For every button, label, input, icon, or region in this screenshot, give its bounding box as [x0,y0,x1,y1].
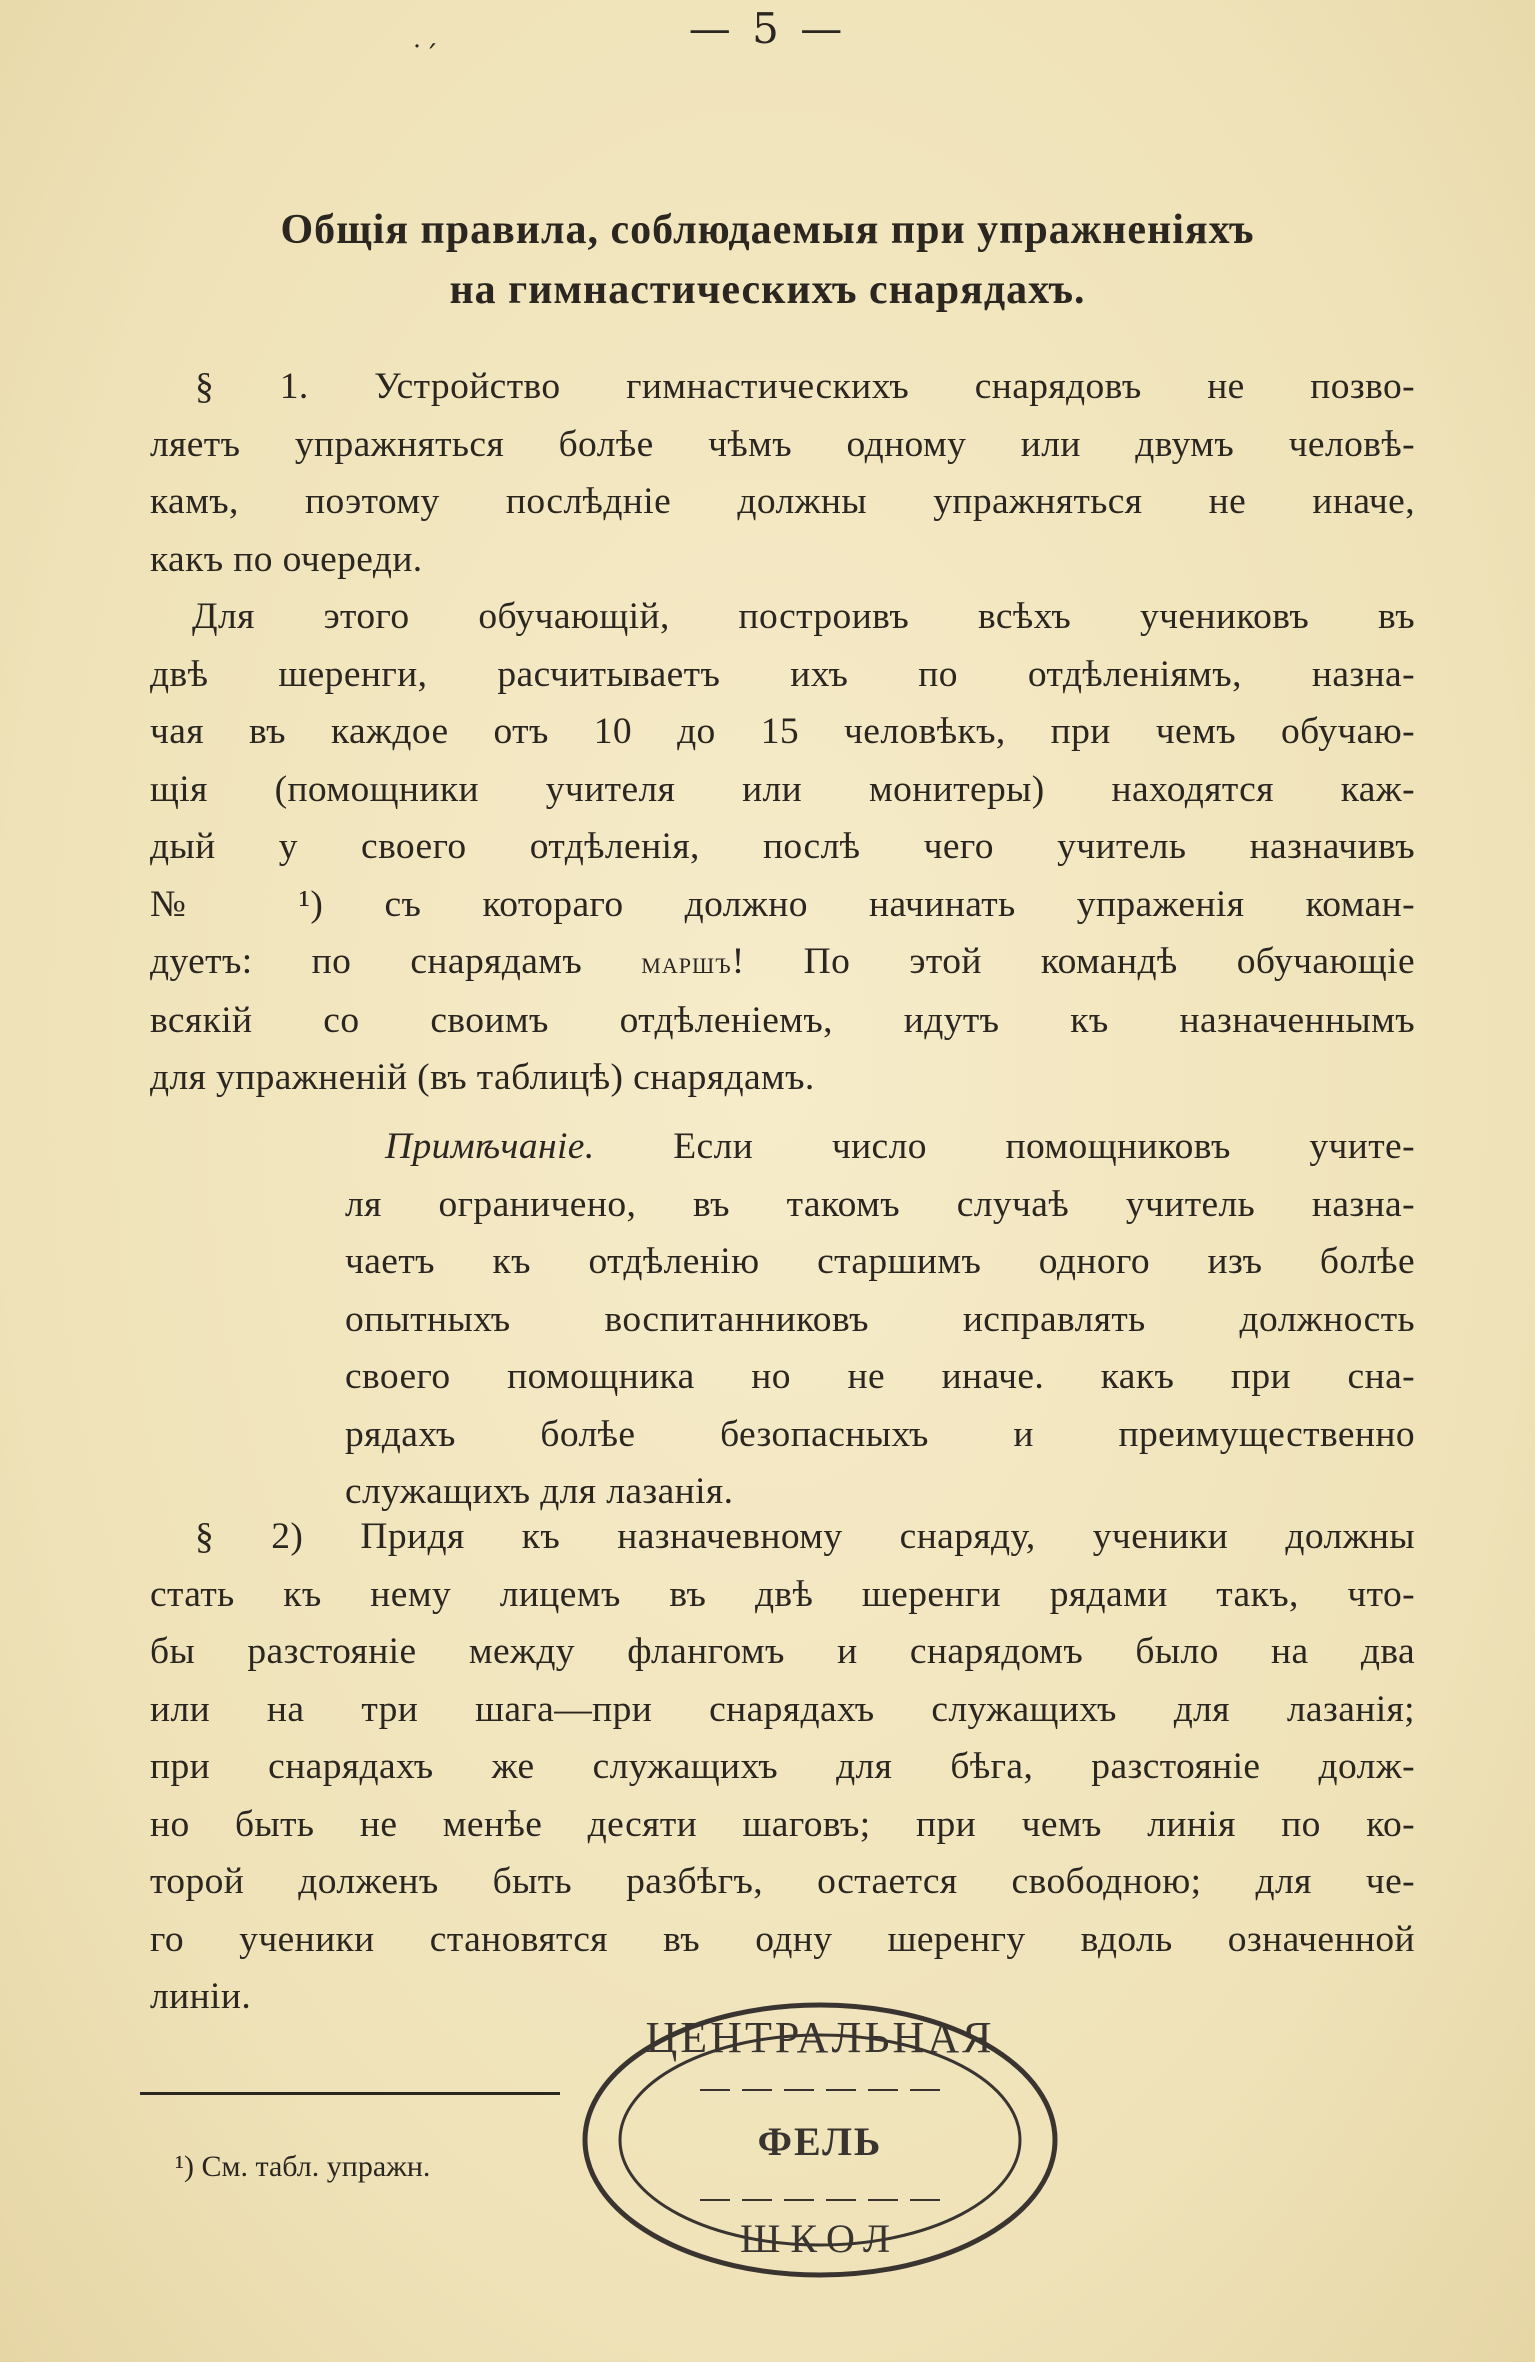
stamp-top-text: ЦЕНТРАЛЬНАЯ [645,2013,995,2062]
text-line: или на три шага—при снарядахъ служащихъ для лазанія; [150,1688,1415,1730]
library-stamp [570,1990,1070,2290]
text-line: бы разстояніе между флангомъ и снарядомъ было на два [150,1631,1415,1672]
note-first-line [345,1118,1415,1176]
text-line: своего помощника но не иначе. какъ при сна- [345,1356,1415,1397]
footnote: ¹) См. табл. упражн. [175,2150,431,2183]
footnote-rule [140,2092,560,2095]
stamp-mid-text: ФЕЛЬ [757,2119,883,2164]
text-line: какъ по очереди. [150,538,423,580]
paragraph-2 [150,588,1415,1107]
text-line: торой долженъ быть разбѣгъ, остается свободною; для че- [150,1861,1415,1902]
page-number: — 5 — [688,4,847,53]
paragraph-1 [150,358,1415,588]
text-line: чая въ каждое отъ 10 до 15 человѣкъ, при чемъ обучаю- [150,711,1415,752]
note [345,1118,1415,1521]
command-line [150,933,1415,992]
note-label: Примѣчаніе. [385,1126,595,1167]
stamp-bottom-text: ШКОЛ [739,2216,901,2261]
text-line: дый у своего отдѣленія, послѣ чего учитель назначивъ [150,826,1415,867]
command-pre: дуетъ: по снарядамъ [150,941,642,982]
text-line: камъ, поэтому послѣдніе должны упражняться не иначе, [150,481,1415,522]
text-line: всякій со своимъ отдѣленіемъ, идутъ къ назначеннымъ [150,999,1415,1041]
text-line: ля ограничено, въ такомъ случаѣ учитель назна- [345,1183,1415,1225]
ink-mark: ˙ˊ [410,40,438,73]
text-line: служащихъ для лазанія. [345,1471,734,1512]
text-line: Для этого обучающій, построивъ всѣхъ учениковъ въ [192,596,1415,637]
page-title [120,200,1415,320]
text-line: но быть не менѣе десяти шаговъ; при чемъ линія по ко- [150,1803,1415,1845]
paragraph-3 [150,1508,1415,2026]
text-line: щія (помощники учителя или монитеры) находятся каж- [150,768,1415,810]
title-line-2: на гимнастическихъ снарядахъ. [449,267,1086,313]
text-line: стать къ нему лицемъ въ двѣ шеренги рядами такъ, что- [150,1573,1415,1615]
text-line: для упражненій (въ таблицѣ) снарядамъ. [150,1057,815,1098]
text-line: опытныхъ воспитанниковъ исправлять должность [345,1298,1415,1340]
command-post: ! По этой командѣ обучающіе [731,941,1415,982]
text-line: го ученики становятся въ одну шеренгу вдоль означенной [150,1918,1415,1960]
text-line: № ¹) съ котораго должно начинать упраженія коман- [150,883,1415,925]
text-line: § 1. Устройство гимнастическихъ снарядовъ не позво- [195,366,1415,407]
text-line: рядахъ болѣе безопасныхъ и преимущественно [345,1413,1415,1455]
text-line: линіи. [150,1976,252,2017]
note-text: Если число помощниковъ учите- [594,1126,1415,1167]
text-line: чаетъ къ отдѣленію старшимъ одного изъ болѣе [345,1241,1415,1282]
command-word: маршъ [641,944,732,980]
text-line: ляетъ упражняться болѣе чѣмъ одному или двумъ человѣ- [150,423,1415,465]
text-line: при снарядахъ же служащихъ для бѣга, разстояніе долж- [150,1746,1415,1787]
text-line: § 2) Придя къ назначевному снаряду, ученики должны [195,1516,1415,1557]
text-line: двѣ шеренги, расчитываетъ ихъ по отдѣленіямъ, назна- [150,653,1415,695]
title-line-1: Общія правила, соблюдаемыя при упражненіяхъ [280,207,1255,253]
